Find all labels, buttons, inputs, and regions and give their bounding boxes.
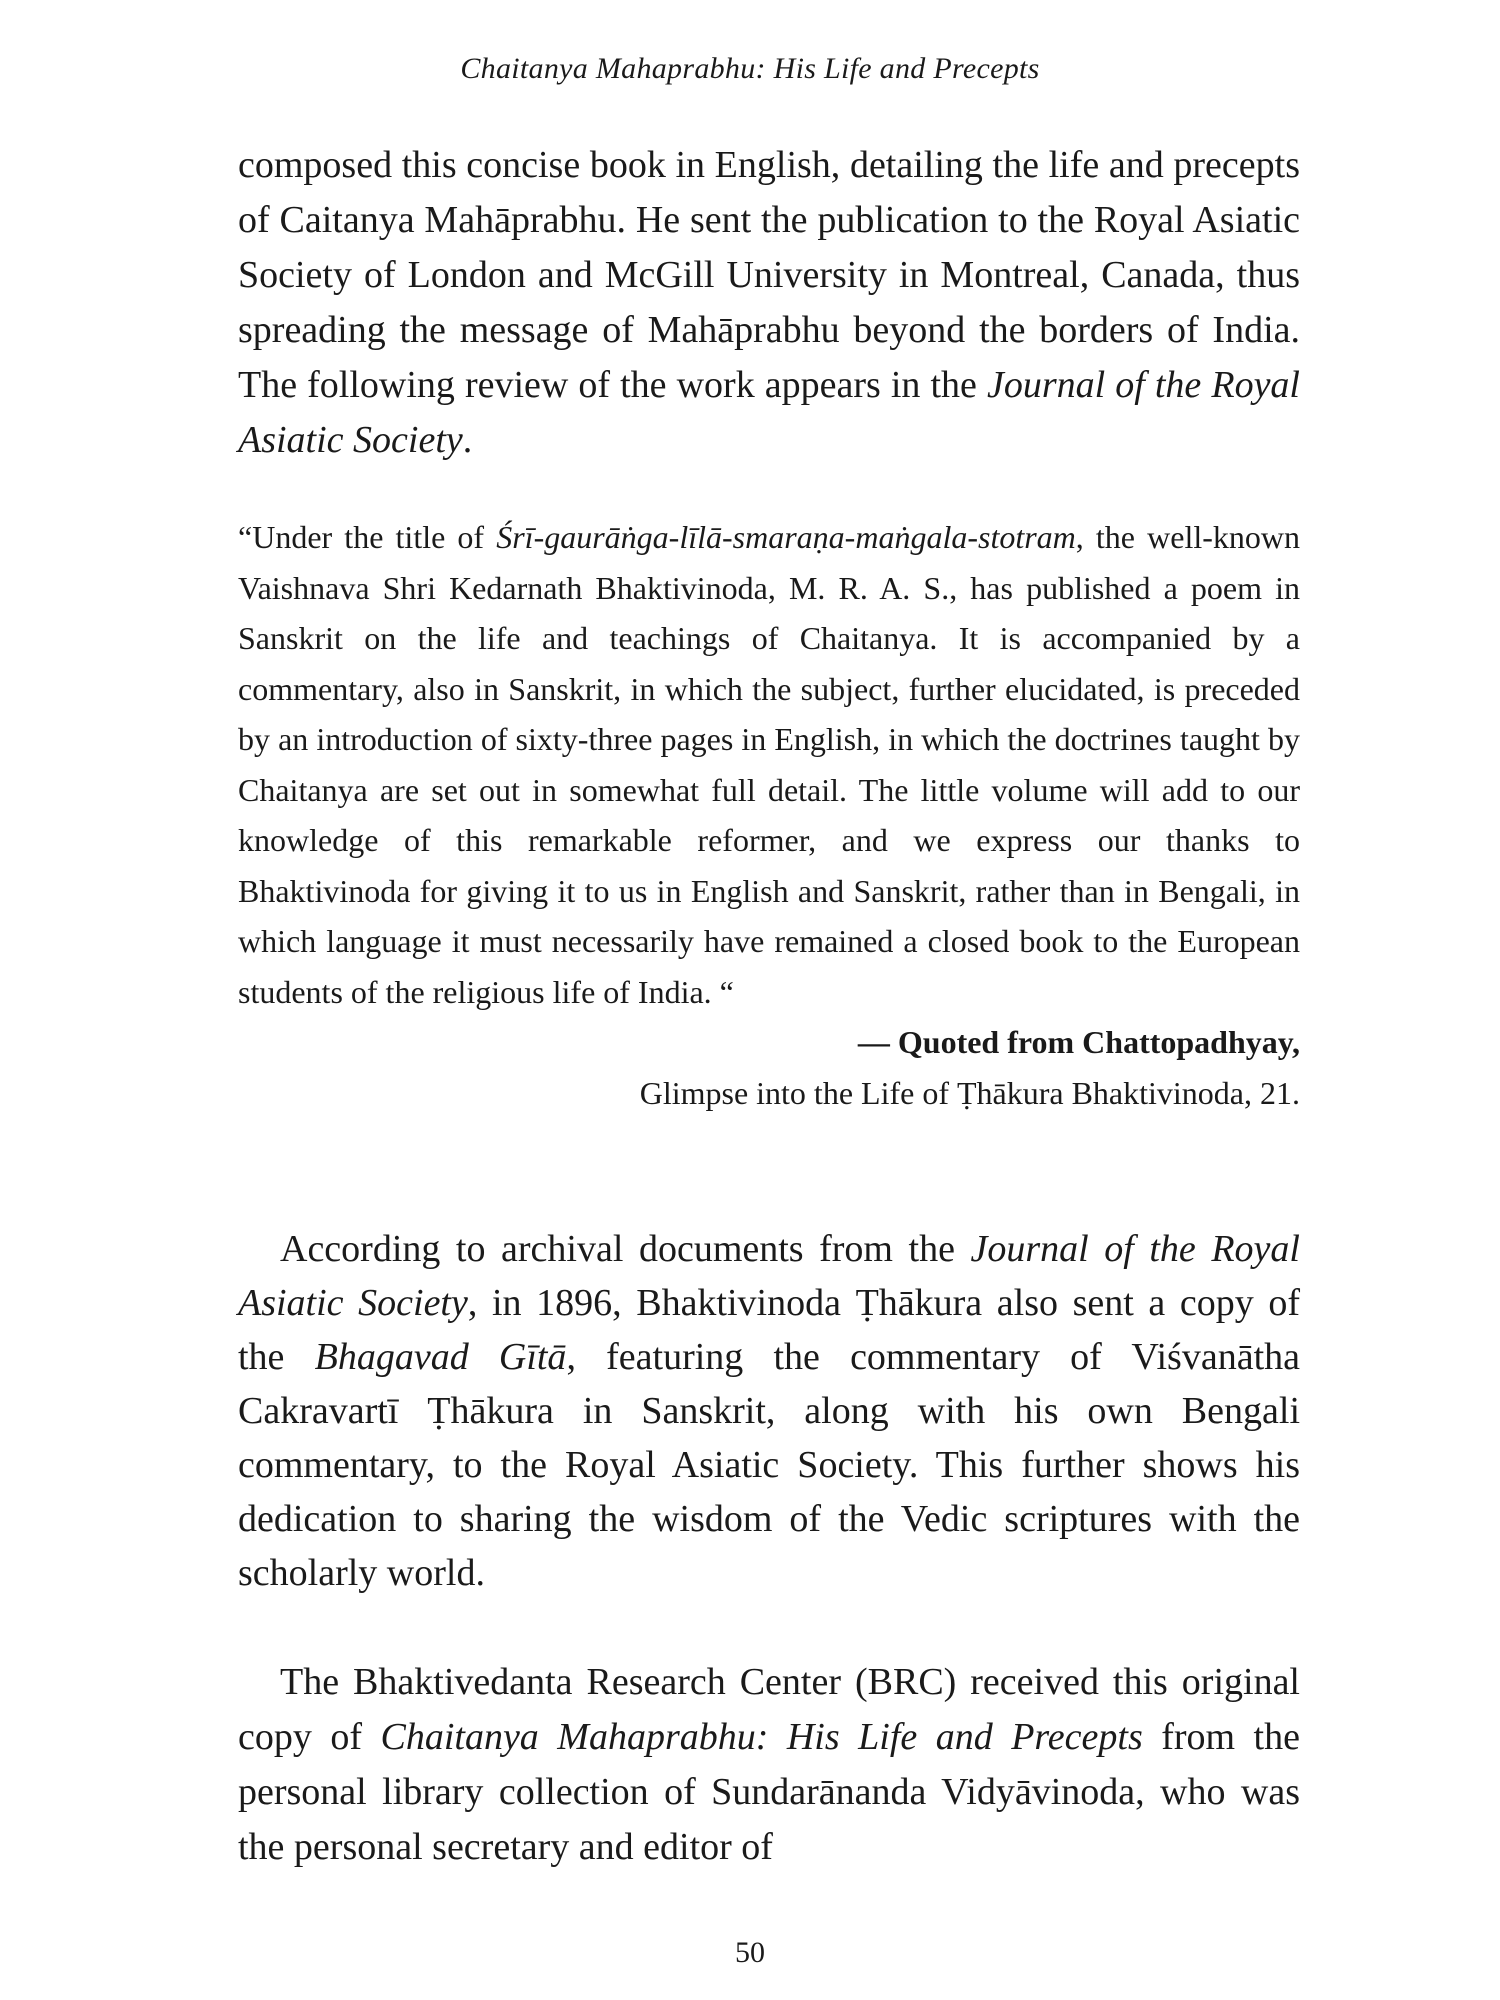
- archival-journal-title: Journal of the Royal Asiatic Society: [238, 1228, 1300, 1324]
- quote-attribution: — Quoted from Chattopadhyay,: [857, 1024, 1300, 1060]
- journal-title: Journal of the Royal Asiatic Society: [238, 364, 1300, 461]
- quote-work-title: Śrī-gaurāṅga-līlā-smaraṇa-maṅgala-stotram: [496, 519, 1076, 555]
- intro-text: composed this concise book in English, detailing the life and precepts of Caitanya Mahāprabhu. He sent the publication to the Royal Asiatic Society of London and McGill University in Montreal, Canada, thus spreading the message of Mahāprabhu beyond the borders of India. The following review of the work appears in the: [238, 144, 1300, 406]
- intro-paragraph: [238, 138, 1300, 468]
- brc-book-title: Chaitanya Mahaprabhu: His Life and Precepts: [380, 1716, 1143, 1758]
- brc-part1: The Bhaktivedanta Research Center (BRC) received this original copy of: [238, 1661, 1300, 1758]
- archival-part2: , in 1896, Bhaktivinoda Ṭhākura also sent a copy of the: [238, 1282, 1300, 1378]
- archival-gita-title: Bhagavad Gītā: [314, 1336, 567, 1378]
- archival-part3: , featuring the commentary of Viśvanātha Cakravartī Ṭhākura in Sanskrit, along with his own Bengali commentary, to the Royal Asiatic Society. This further shows his dedication to sharing the wisdom of the Vedic scriptures with the scholarly world.: [238, 1336, 1300, 1594]
- review-quote: [238, 512, 1300, 1118]
- quote-source: Glimpse into the Life of Ṭhākura Bhaktivinoda, 21.: [639, 1074, 1300, 1111]
- quote-open: “Under the title of: [238, 519, 497, 555]
- quote-text: , the well-known Vaishnava Shri Kedarnath Bhaktivinoda, M. R. A. S., has published a poem in Sanskrit on the life and teachings of Chaitanya. It is accompanied by a commentary, also in Sanskrit, in which the subject, further elucidated, is preceded by an introduction of sixty-three pages in English, in which the doctrines taught by Chaitanya are set out in somewhat full detail. The little volume will add to our knowledge of this remarkable reformer, and we express our thanks to Bhaktivinoda for giving it to us in English and Sanskrit, rather than in Bengali, in which language it must necessarily have remained a closed book to the European students of the religious life of India. “: [238, 519, 1300, 1010]
- quote-body: [238, 512, 1300, 1017]
- page-number: 50: [735, 1936, 765, 1969]
- brc-part2: from the personal library collection of Sundarānanda Vidyāvinoda, who was the personal secretary and editor of: [238, 1716, 1300, 1868]
- archival-paragraph: [238, 1222, 1300, 1600]
- brc-paragraph: [238, 1655, 1300, 1875]
- intro-end: .: [462, 419, 473, 461]
- running-head: Chaitanya Mahaprabhu: His Life and Precepts: [460, 52, 1040, 85]
- archival-part1: According to archival documents from the: [280, 1228, 971, 1270]
